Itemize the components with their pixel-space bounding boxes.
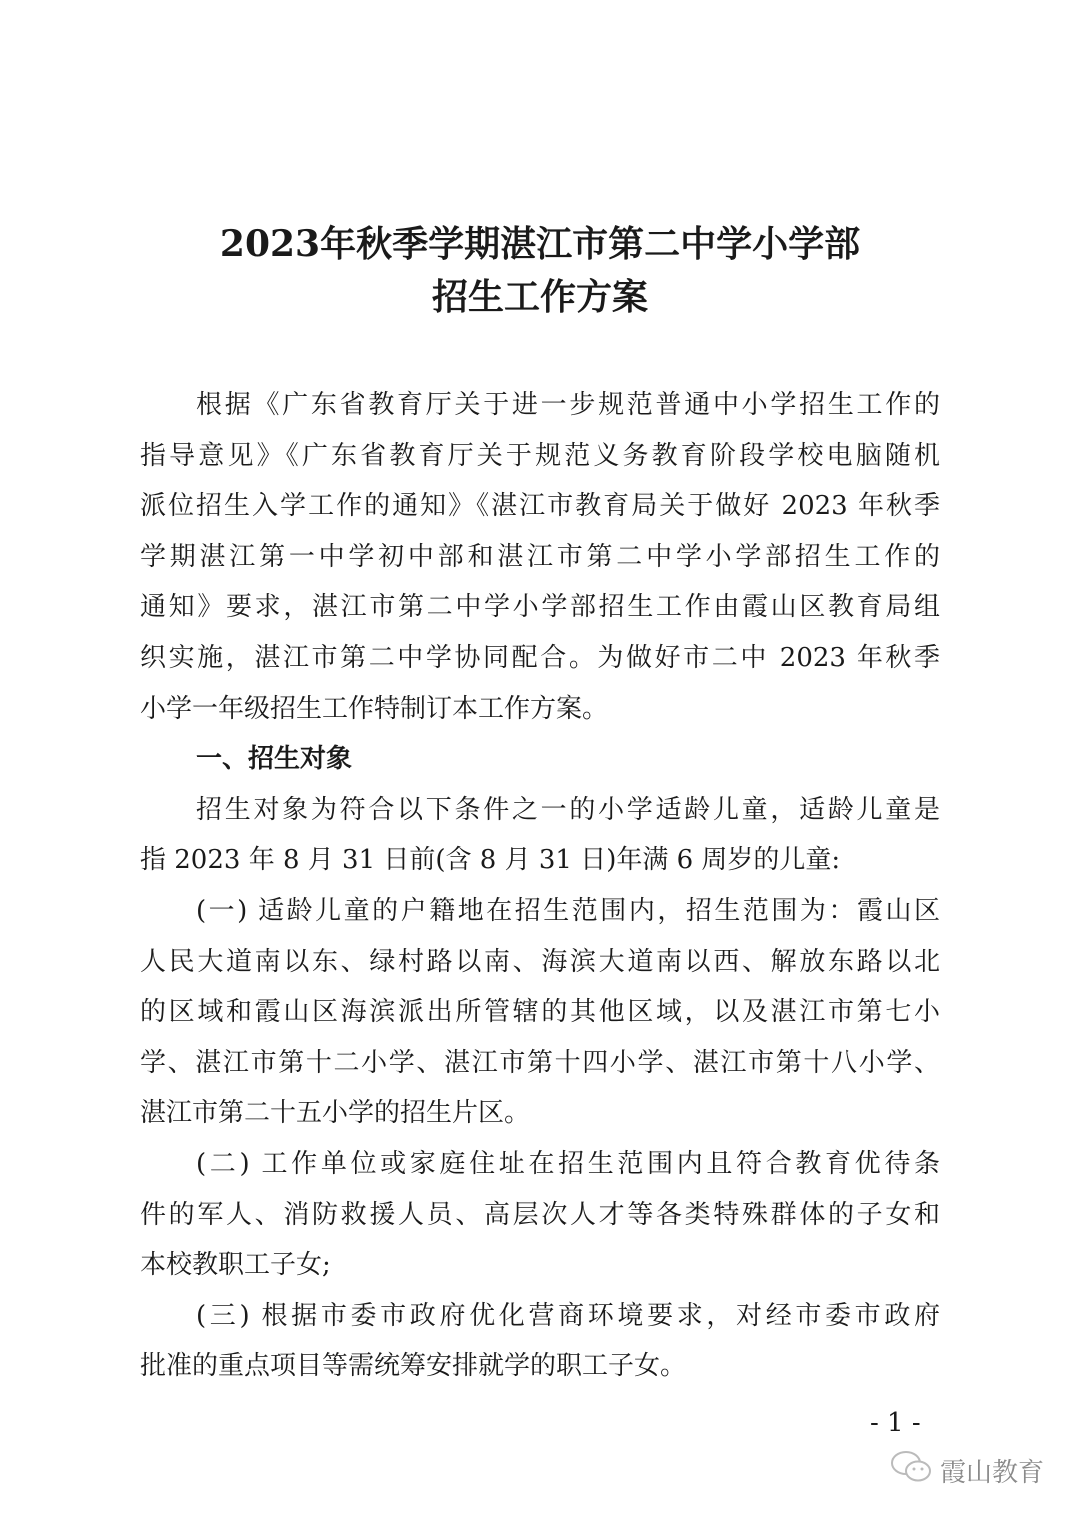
paragraph-line: 派位招生入学工作的通知》《湛江市教育局关于做好 2023 年秋季	[140, 491, 940, 522]
watermark	[890, 1450, 1044, 1491]
paragraph-line: 织实施，湛江市第二中学协同配合。为做好市二中 2023 年秋季	[140, 642, 940, 673]
paragraph-line: 通知》要求，湛江市第二中学小学部招生工作由霞山区教育局组	[140, 592, 940, 623]
document-body	[140, 380, 940, 1392]
watermark-text: 霞山教育	[940, 1458, 1045, 1488]
paragraph-line: 的区域和霞山区海滨派出所管辖的其他区域，以及湛江市第七小	[140, 997, 940, 1028]
wechat-icon	[890, 1450, 934, 1491]
paragraph-line: 指导意见》《广东省教育厅关于规范义务教育阶段学校电脑随机	[140, 440, 940, 471]
paragraph-line: (三) 根据市委市政府优化营商环境要求，对经市委市政府	[196, 1300, 940, 1331]
paragraph-line: 学期湛江第一中学初中部和湛江市第二中学小学部招生工作的	[140, 541, 940, 572]
document-title-line-1: 2023年秋季学期湛江市第二中学小学部	[219, 223, 861, 265]
paragraph-line: (二) 工作单位或家庭住址在招生范围内且符合教育优待条	[196, 1148, 940, 1179]
paragraph-line: 学、湛江市第十二小学、湛江市第十四小学、湛江市第十八小学、	[140, 1047, 940, 1078]
paragraph-line: 人民大道南以东、绿村路以南、海滨大道南以西、解放东路以北	[140, 946, 940, 977]
section-heading: 一、招生对象	[196, 744, 353, 775]
paragraph-line: 招生对象为符合以下条件之一的小学适龄儿童，适龄儿童是	[196, 794, 940, 825]
paragraph-line: (一) 适龄儿童的户籍地在招生范围内，招生范围为：霞山区	[196, 895, 940, 926]
paragraph-line: 小学一年级招生工作特制订本工作方案。	[140, 693, 609, 724]
page-number: - 1 -	[870, 1408, 921, 1438]
paragraph-line: 指 2023 年 8 月 31 日前(含 8 月 31 日)年满 6 周岁的儿童:	[140, 845, 841, 876]
paragraph-line: 湛江市第二十五小学的招生片区。	[140, 1098, 531, 1129]
paragraph-line: 件的军人、消防救援人员、高层次人才等各类特殊群体的子女和	[140, 1199, 940, 1230]
document-title-line-2: 招生工作方案	[431, 276, 648, 318]
paragraph-line: 本校教职工子女;	[140, 1250, 331, 1281]
paragraph-line: 批准的重点项目等需统筹安排就学的职工子女。	[140, 1351, 687, 1382]
paragraph-line: 根据《广东省教育厅关于进一步规范普通中小学招生工作的	[196, 390, 940, 420]
